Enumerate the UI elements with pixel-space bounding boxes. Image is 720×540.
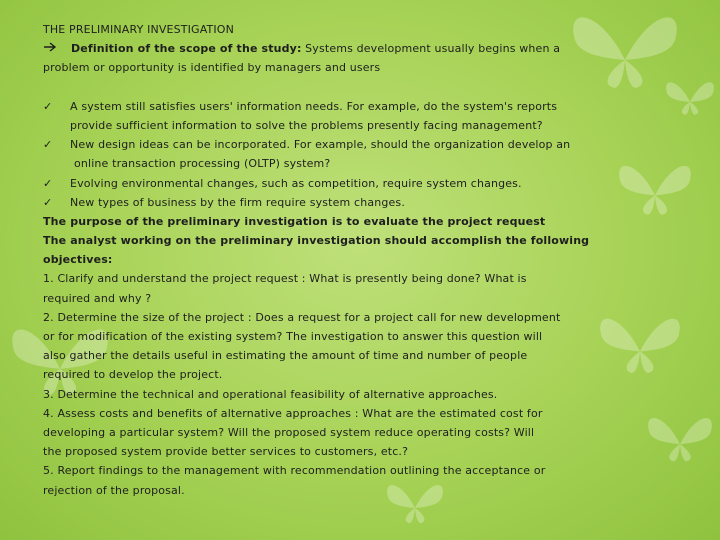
- check-item: ✓ New design ideas can be incorporated. For example, should the organization develop an: [43, 135, 683, 154]
- check-item: ✓ Evolving environmental changes, such as competition, require system changes.: [43, 174, 683, 193]
- definition-line: [43, 39, 683, 58]
- check-icon: ✓: [43, 176, 53, 190]
- objective-line: 4. Assess costs and benefits of alternative approaches : What are the estimated cost for: [43, 406, 543, 420]
- objective-line: the proposed system provide better services to customers, etc.?: [43, 445, 409, 459]
- slide-title: THE PRELIMINARY INVESTIGATION: [43, 23, 234, 36]
- definition-text: Systems development usually begins when a: [301, 42, 561, 56]
- definition-line-2: problem or opportunity is identified by managers and users: [43, 61, 381, 75]
- definition-label: Definition of the scope of the study:: [71, 42, 302, 56]
- analyst-statement-continued: objectives:: [43, 253, 113, 267]
- purpose-statement: The purpose of the preliminary investigation is to evaluate the project request: [43, 214, 546, 228]
- objective-line: or for modification of the existing system? The investigation to answer this question will: [43, 330, 543, 343]
- analyst-statement: The analyst working on the preliminary investigation should accomplish the following: [43, 234, 590, 248]
- objective-line: 1. Clarify and understand the project request : What is presently being done? What is: [43, 272, 527, 286]
- objective-line: required and why ?: [43, 291, 152, 305]
- check-item-continued: provide sufficient information to solve the problems presently facing management?: [70, 118, 543, 132]
- objective-line: developing a particular system? Will the proposed system reduce operating costs? Will: [43, 425, 535, 439]
- check-item-continued: online transaction processing (OLTP) system?: [74, 157, 331, 171]
- slide-content: [43, 20, 683, 500]
- check-icon: ✓: [43, 138, 53, 152]
- check-item: ✓ New types of business by the firm require system changes.: [43, 193, 683, 212]
- objective-line: 5. Report findings to the management with recommendation outlining the acceptance or: [43, 464, 546, 478]
- objective-line: rejection of the proposal.: [43, 483, 185, 497]
- objective-line: 2. Determine the size of the project : Does a request for a project call for new development: [43, 310, 561, 324]
- objective-line: 3. Determine the technical and operational feasibility of alternative approaches.: [43, 387, 498, 401]
- objective-line: also gather the details useful in estimating the amount of time and number of people: [43, 349, 528, 363]
- objective-line: required to develop the project.: [43, 368, 223, 382]
- arrow-bullet-icon: [43, 39, 71, 58]
- check-icon: ✓: [43, 99, 53, 113]
- check-item: ✓ A system still satisfies users' information needs. For example, do the system's reports: [43, 97, 683, 116]
- check-icon: ✓: [43, 195, 53, 209]
